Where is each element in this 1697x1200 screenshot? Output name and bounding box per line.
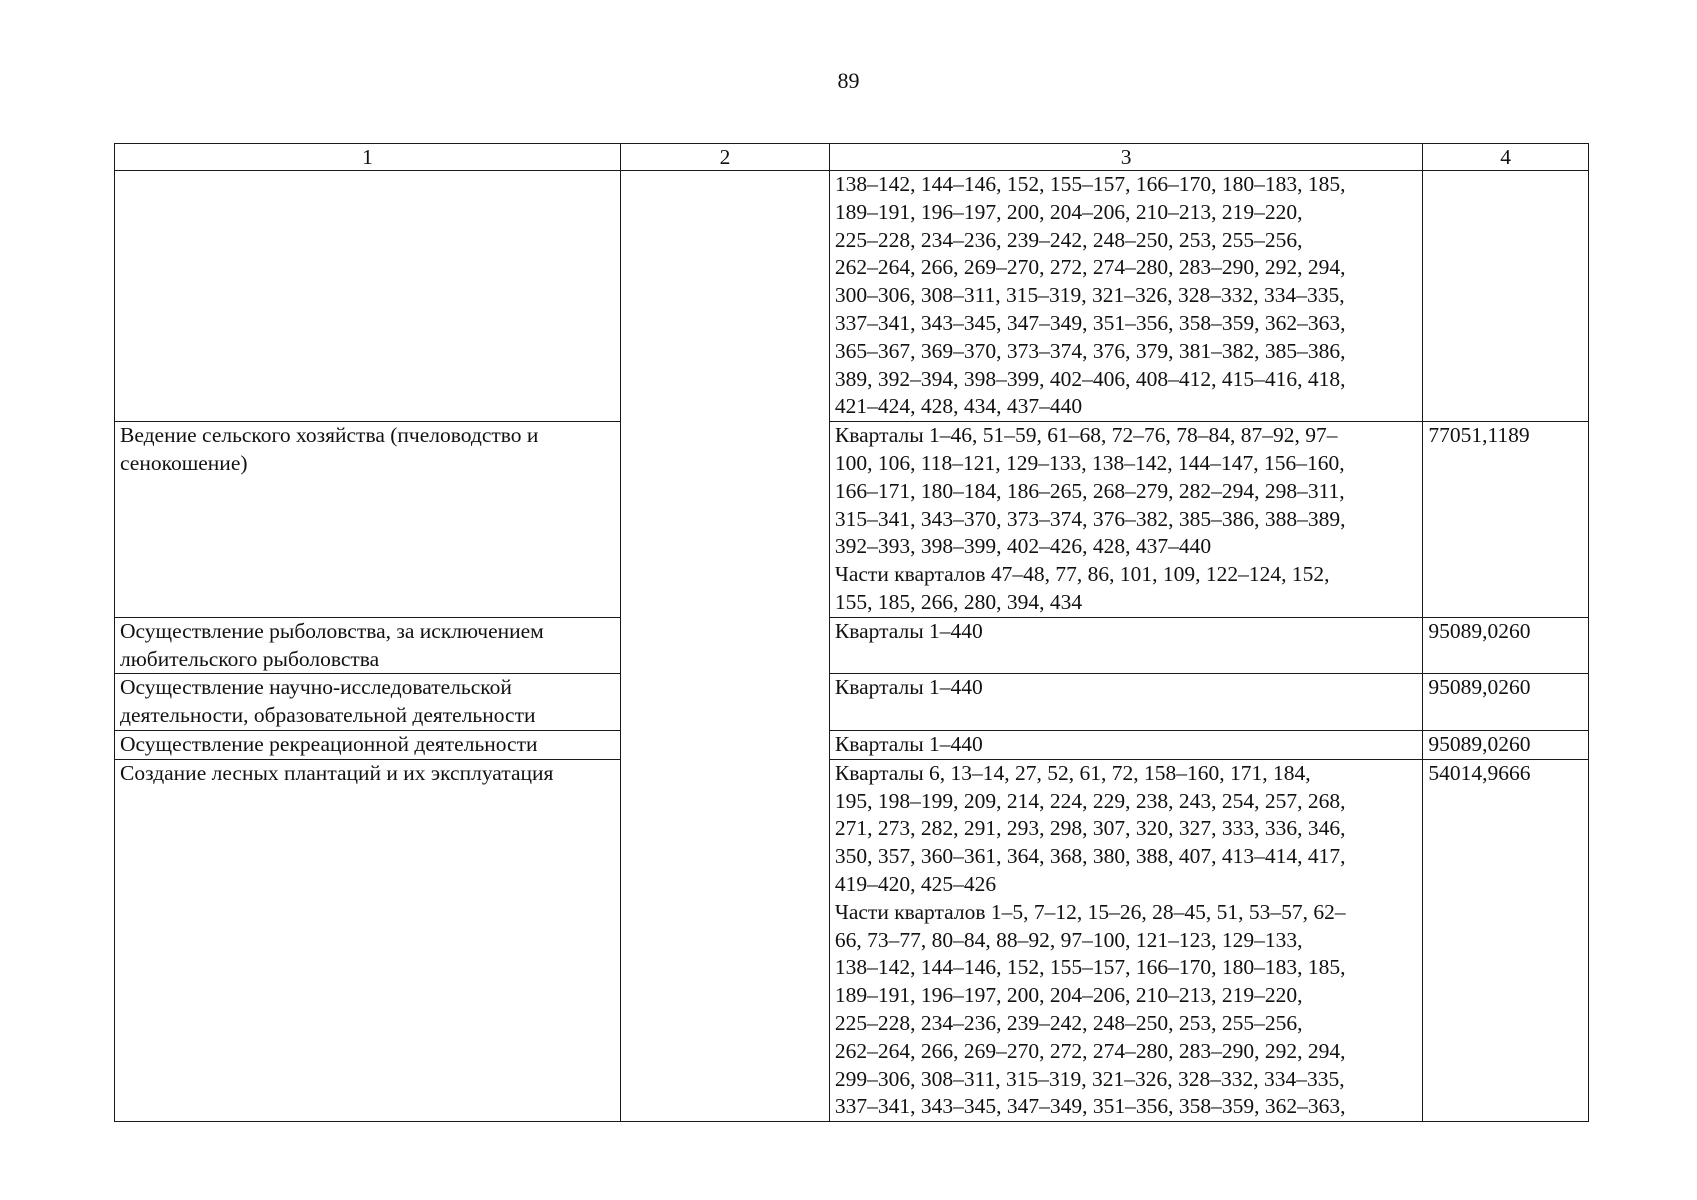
cell-text-line bbox=[835, 646, 1418, 674]
cell-text-line: Кварталы 1–46, 51–59, 61–68, 72–76, 78–84, 87–92, 97– bbox=[834, 423, 1338, 448]
header-cell-4: 4 bbox=[1423, 144, 1589, 171]
activity-type-cell bbox=[115, 617, 621, 674]
cell-text-line: 421–424, 428, 434, 437–440 bbox=[834, 394, 1083, 419]
cell-text-line: Осуществление рекреационной деятельности bbox=[120, 731, 538, 756]
cell-text-line: 100, 106, 118–121, 129–133, 138–142, 144–147, 156–160, bbox=[834, 450, 1345, 475]
cell-text-line: 138–142, 144–146, 152, 155–157, 166–170, 180–183, 185, bbox=[834, 955, 1346, 980]
cell-text-line: 365–367, 369–370, 373–374, 376, 379, 381–382, 385–386, bbox=[834, 338, 1346, 363]
cell-text-line: 350, 357, 360–361, 364, 368, 380, 388, 407, 413–414, 417, bbox=[834, 844, 1346, 869]
cell-text-line: Кварталы 1–440 bbox=[834, 618, 983, 643]
cell-text-line: 300–306, 308–311, 315–319, 321–326, 328–332, 334–335, bbox=[834, 283, 1345, 308]
cell-text-line: 262–264, 266, 269–270, 272, 274–280, 283–290, 292, 294, bbox=[834, 1038, 1346, 1063]
area-cell bbox=[1423, 171, 1589, 422]
page-number: 89 bbox=[837, 68, 860, 93]
cell-text-line: 195, 198–199, 209, 214, 224, 229, 238, 243, 254, 257, 268, bbox=[834, 788, 1346, 813]
cell-text-line: Кварталы 6, 13–14, 27, 52, 61, 72, 158–160, 171, 184, bbox=[834, 760, 1311, 785]
cell-text-line: сенокошение) bbox=[120, 450, 248, 475]
cell-text-line: любительского рыболовства bbox=[120, 646, 380, 671]
cell-text-line: 155, 185, 266, 280, 394, 434 bbox=[834, 589, 1083, 614]
cell-text-line: 315–341, 343–370, 373–374, 376–382, 385–386, 388–389, bbox=[834, 506, 1346, 531]
cell-text-line: 337–341, 343–345, 347–349, 351–356, 358–359, 362–363, bbox=[834, 310, 1346, 335]
activity-type-cell bbox=[115, 171, 621, 422]
quarters-cell bbox=[829, 171, 1423, 422]
quarters-cell bbox=[829, 730, 1423, 759]
table-row bbox=[115, 617, 1589, 674]
cell-text-line: 262–264, 266, 269–270, 272, 274–280, 283–290, 292, 294, bbox=[834, 255, 1346, 280]
cell-text-line: 337–341, 343–345, 347–349, 351–356, 358–359, 362–363, bbox=[834, 1094, 1346, 1119]
cell-text-line: 225–228, 234–236, 239–242, 248–250, 253, 255–256, bbox=[834, 227, 1303, 252]
cell-text-line: 166–171, 180–184, 186–265, 268–279, 282–294, 298–311, bbox=[834, 478, 1345, 503]
table-row bbox=[115, 171, 1589, 422]
cell-text-line: 189–191, 196–197, 200, 204–206, 210–213, 219–220, bbox=[834, 983, 1303, 1008]
activity-type-cell bbox=[115, 730, 621, 759]
area-cell: 95089,0260 bbox=[1423, 674, 1589, 731]
cell-text-line: Осуществление научно-исследовательской bbox=[120, 675, 512, 700]
activity-type-cell bbox=[115, 674, 621, 731]
cell-text-line: 271, 273, 282, 291, 293, 298, 307, 320, 327, 333, 336, 346, bbox=[834, 816, 1346, 841]
quarters-cell bbox=[829, 422, 1423, 618]
cell-text-line: Создание лесных плантаций и их эксплуатация bbox=[120, 760, 554, 785]
cell-text-line: Осуществление рыболовства, за исключением bbox=[120, 618, 544, 643]
area-cell: 95089,0260 bbox=[1423, 617, 1589, 674]
table-row bbox=[115, 674, 1589, 731]
cell-text-line: 389, 392–394, 398–399, 402–406, 408–412, 415–416, 418, bbox=[834, 366, 1346, 391]
cell-text-line: Части кварталов 47–48, 77, 86, 101, 109, 122–124, 152, bbox=[834, 562, 1330, 587]
activity-type-cell bbox=[115, 422, 621, 618]
cell-text-line bbox=[835, 702, 1418, 730]
header-cell-1: 1 bbox=[115, 144, 621, 171]
cell-text-line: Кварталы 1–440 bbox=[834, 675, 983, 700]
cell-text-line: 419–420, 425–426 bbox=[834, 871, 997, 896]
cell-text-line: 189–191, 196–197, 200, 204–206, 210–213, 219–220, bbox=[834, 199, 1303, 224]
cell-text-line: Части кварталов 1–5, 7–12, 15–26, 28–45, 51, 53–57, 62– bbox=[834, 899, 1346, 924]
table-header-row bbox=[115, 144, 1589, 171]
quarters-cell bbox=[829, 674, 1423, 731]
cell-text-line: деятельности, образовательной деятельности bbox=[120, 703, 536, 728]
table-row bbox=[115, 759, 1589, 1121]
activity-type-cell bbox=[115, 759, 621, 1121]
quarters-cell bbox=[829, 759, 1423, 1121]
table-row bbox=[115, 422, 1589, 618]
cell-text-line: 392–393, 398–399, 402–426, 428, 437–440 bbox=[834, 534, 1212, 559]
merged-column-2-cell bbox=[621, 171, 830, 1122]
cell-text-line: 66, 73–77, 80–84, 88–92, 97–100, 121–123, 129–133, bbox=[834, 927, 1303, 952]
cell-text-line: 138–142, 144–146, 152, 155–157, 166–170, 180–183, 185, bbox=[834, 172, 1346, 196]
table-row bbox=[115, 730, 1589, 759]
table-body bbox=[115, 144, 1589, 1122]
header-cell-3: 3 bbox=[829, 144, 1423, 171]
area-cell: 77051,1189 bbox=[1423, 422, 1589, 618]
cell-text-line: 225–228, 234–236, 239–242, 248–250, 253, 255–256, bbox=[834, 1010, 1303, 1035]
area-cell: 95089,0260 bbox=[1423, 730, 1589, 759]
forest-use-table bbox=[114, 143, 1589, 1122]
cell-text-line: Ведение сельского хозяйства (пчеловодство и bbox=[120, 423, 539, 448]
area-cell: 54014,9666 bbox=[1423, 759, 1589, 1121]
cell-text-line: Кварталы 1–440 bbox=[834, 731, 983, 756]
cell-text-line: 299–306, 308–311, 315–319, 321–326, 328–332, 334–335, bbox=[834, 1066, 1345, 1091]
quarters-cell bbox=[829, 617, 1423, 674]
header-cell-2: 2 bbox=[621, 144, 830, 171]
